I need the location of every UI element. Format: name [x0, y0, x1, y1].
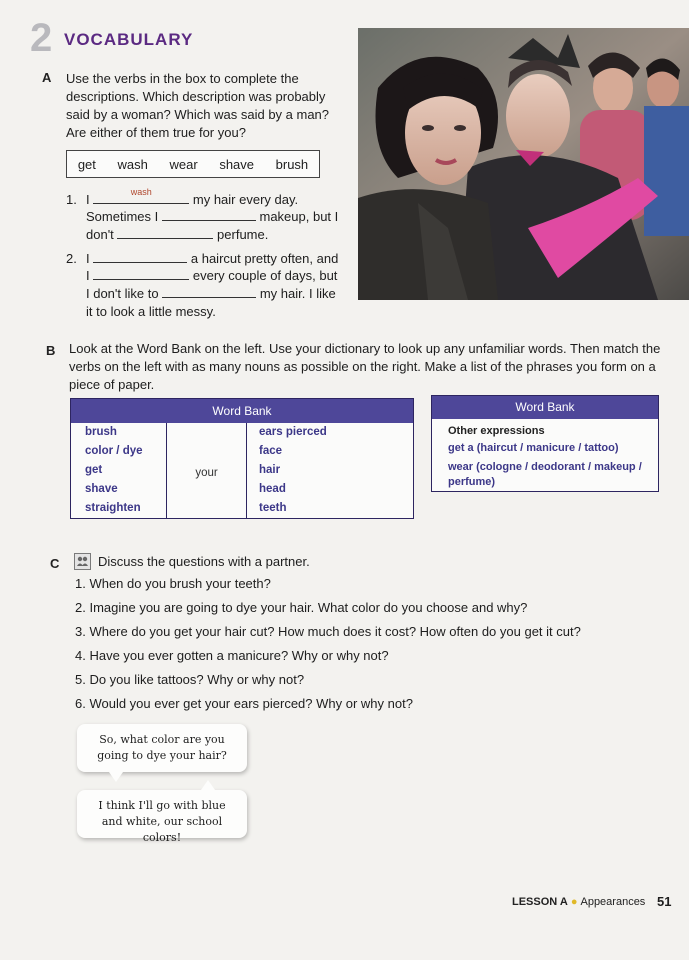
item2-blank3[interactable]	[162, 285, 256, 298]
item1-text5: perfume.	[217, 227, 269, 242]
verb-item: shave	[219, 156, 255, 172]
other-expressions-heading: Other expressions	[448, 425, 545, 437]
verb-entry: shave	[85, 483, 118, 495]
possessive-word: your	[195, 467, 218, 479]
item1-blank2[interactable]	[162, 208, 256, 221]
discussion-question: 5. Do you like tattoos? Why or why not?	[75, 672, 305, 687]
item2-blank1[interactable]	[93, 250, 187, 263]
item1-blank3[interactable]	[117, 226, 213, 239]
verb-entry: brush	[85, 426, 117, 438]
item2-pronoun: I	[86, 251, 90, 266]
bubble-tail	[109, 772, 123, 782]
item2-line4: it to look a little messy.	[86, 304, 216, 319]
noun-entry: hair	[259, 464, 281, 476]
middle-column	[167, 423, 247, 518]
discussion-question: 2. Imagine you are going to dye your hair. What color do you choose and why?	[75, 600, 528, 615]
word-bank-table	[70, 398, 414, 519]
item1-line2	[86, 207, 338, 226]
lesson-label: LESSON A	[512, 896, 568, 908]
discussion-question: 1. When do you brush your teeth?	[75, 576, 271, 591]
other-expressions-box	[431, 395, 659, 492]
noun-entry: face	[259, 445, 283, 457]
verb-item: wear	[169, 156, 198, 172]
part-b-instruction: Look at the Word Bank on the left. Use your dictionary to look up any unfamiliar words. Then match the verbs on the left with as many nouns as possible on the right. Make a list of the phrases you form on a piece of paper.	[69, 341, 661, 392]
item2-text2: every couple of days, but	[192, 268, 338, 283]
part-a-instruction: Use the verbs in the box to complete the descriptions. Which description was probably said by a woman? Which was said by a man? Are either of them true for you?	[66, 71, 330, 140]
item2-text3: I don't like to	[86, 286, 159, 301]
item2-line2	[86, 266, 337, 285]
item2-line3	[86, 284, 336, 303]
verb-entry: straighten	[85, 502, 141, 514]
speech-bubble-answer	[77, 790, 247, 844]
part-a-letter: A	[42, 70, 52, 85]
noun-entry: ears pierced	[259, 426, 327, 438]
discussion-question: 6. Would you ever get your ears pierced? Why or why not?	[75, 696, 413, 711]
item2-text1: a haircut pretty often, and	[190, 251, 339, 266]
item1-pronoun: I	[86, 192, 90, 207]
pair-work-icon	[74, 553, 91, 570]
expression-line: wear (cologne / deodorant / makeup / perfume)	[448, 461, 642, 488]
nouns-column	[247, 423, 413, 518]
item1-blank1[interactable]	[93, 187, 189, 204]
item1-text2: Sometimes I	[86, 209, 159, 224]
footer	[512, 896, 645, 908]
discussion-question: 3. Where do you get your hair cut? How much does it cost? How often do you get it cut?	[75, 624, 581, 639]
item2-blank2[interactable]	[93, 267, 189, 280]
bubble-text: I think I'll go with blue and white, our school colors!	[98, 799, 226, 844]
noun-entry: teeth	[259, 502, 287, 514]
verb-item: brush	[275, 156, 309, 172]
verb-item: wash	[117, 156, 148, 172]
expression-line: get a (haircut / manicure / tattoo)	[448, 442, 619, 454]
dot-separator: ●	[570, 896, 578, 908]
item1-line3	[86, 225, 268, 244]
item1-text4: don't	[86, 227, 114, 242]
word-bank-title: Word Bank	[71, 399, 413, 423]
word-bank-title: Word Bank	[432, 396, 658, 419]
section-title: VOCABULARY	[64, 30, 194, 49]
verb-entry: get	[85, 464, 103, 476]
part-c-instruction: Discuss the questions with a partner.	[98, 554, 310, 569]
item1-number: 1.	[66, 192, 77, 207]
page-number: 51	[657, 894, 672, 909]
item2-text4: my hair. I like	[259, 286, 336, 301]
bubble-text: So, what color are you going to dye your hair?	[97, 733, 227, 762]
verb-box	[66, 150, 320, 178]
people-photo	[358, 28, 689, 300]
verb-entry: color / dye	[85, 445, 143, 457]
noun-entry: head	[259, 483, 286, 495]
verb-item: get	[77, 156, 96, 172]
section-number: 2	[30, 16, 53, 60]
part-b-letter: B	[46, 343, 56, 358]
item1-text3: makeup, but I	[259, 209, 339, 224]
speech-bubble-question	[77, 724, 247, 772]
item1-text1: my hair every day.	[192, 192, 299, 207]
bubble-tail	[201, 780, 215, 790]
item2-pronoun2: I	[86, 268, 90, 283]
verbs-column	[71, 423, 167, 518]
lesson-topic: Appearances	[580, 896, 646, 908]
part-c-letter: C	[50, 556, 60, 571]
discussion-question: 4. Have you ever gotten a manicure? Why or why not?	[75, 648, 389, 663]
item1-answer: wash	[130, 187, 152, 197]
item2-number: 2.	[66, 251, 77, 266]
